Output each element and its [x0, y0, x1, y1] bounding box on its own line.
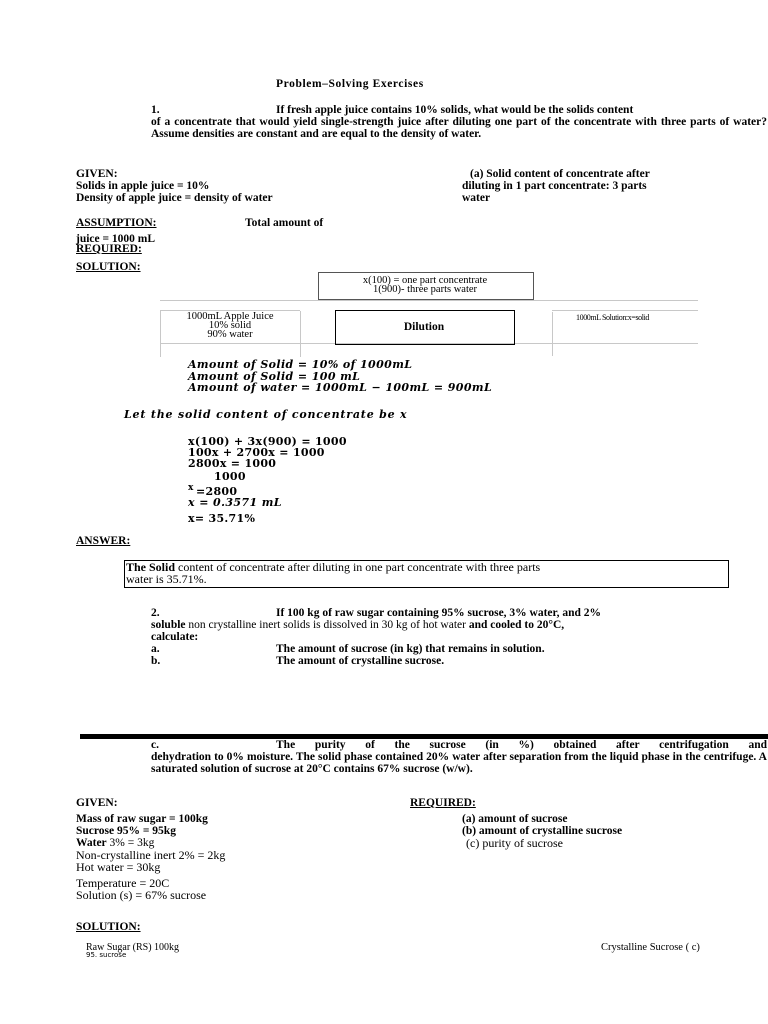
diagram-left-line-1: 1000mL Apple Juice [186, 311, 274, 322]
problem-2-c-lead: The purity of the sucrose (in %) obtained after centrifugation and [276, 739, 767, 751]
given-2-label: GIVEN: [76, 797, 118, 809]
required-2-b: (b) amount of crystalline sucrose [462, 825, 623, 837]
equation-7: x= 35.71% [188, 512, 256, 525]
answer-text: content of concentrate after diluting in one part concentrate with three parts [175, 560, 541, 574]
required-2-c: (c) purity of sucrose [466, 836, 563, 850]
problem-2-a-label: a. [151, 643, 160, 655]
assumption-label: ASSUMPTION: [76, 217, 157, 229]
diagram-left-right [300, 311, 301, 357]
diagram-top-line-2: 1(900)- three parts water [372, 284, 478, 295]
diagram-guide-line [160, 300, 698, 301]
page-title: Problem–Solving Exercises [276, 78, 424, 90]
diagram-right-border [552, 312, 553, 356]
diagram-right-label: 1000mL Solution:x=solid [576, 313, 650, 322]
diagram-left-line-3: 90% water [207, 329, 253, 340]
crystalline-sucrose-label: Crystalline Sucrose ( c) [601, 942, 700, 953]
calc-line-2: Amount of Solid = 100 mL [188, 370, 361, 383]
problem-2-soluble: soluble [151, 619, 186, 631]
equation-3: 2800x = 1000 [188, 457, 277, 470]
answer-label: ANSWER: [76, 535, 131, 547]
given-2-solution: Solution (s) = 67% sucrose [76, 888, 207, 902]
equation-1: x(100) + 3x(900) = 1000 [188, 435, 347, 448]
equation-2: 100x + 2700x = 1000 [188, 446, 325, 459]
diagram-top-line-1: x(100) = one part concentrate [362, 275, 488, 286]
problem-1-lead: If fresh apple juice contains 10% solids, what would be the solids content [276, 104, 634, 116]
problem-2-line-2-text: non crystalline inert solids is dissolved in 30 kg of hot water [185, 619, 469, 631]
given-2-mass: Mass of raw sugar = 100kg [76, 813, 208, 825]
solution-label: SOLUTION: [76, 261, 141, 273]
problem-2-line-3: calculate: [151, 631, 199, 643]
given-2-water-value: 3% = 3kg [106, 837, 155, 849]
given-label: GIVEN: [76, 168, 118, 180]
required-2-a: (a) amount of sucrose [462, 813, 568, 825]
required-line-2: diluting in 1 part concentrate: 3 parts [462, 180, 647, 192]
given-item-solids: Solids in apple juice = 10% [76, 180, 210, 192]
required-line-1: (a) Solid content of concentrate after [470, 168, 650, 180]
given-item-density: Density of apple juice = density of water [76, 192, 273, 204]
given-2-sucrose: Sucrose 95% = 95kg [76, 825, 176, 837]
problem-2-b-label: b. [151, 655, 161, 667]
answer-line-2: water is 35.71%. [126, 572, 207, 586]
solution-2-label: SOLUTION: [76, 921, 141, 933]
problem-2-c-text: dehydration to 0% moisture. The solid phase contained 20% water after separation from the liquid phase in the centrifuge. A saturated solution of sucrose at 20°C contains 67% sucrose (w/w). [151, 751, 767, 775]
answer-bold: The Solid [126, 560, 176, 574]
required-line-3: water [462, 192, 491, 204]
problem-1-number: 1. [151, 104, 160, 116]
calc-line-3: Amount of water = 1000mL − 100mL = 900mL [188, 381, 493, 394]
problem-2-cooled: and cooled to 20°C, [468, 619, 565, 631]
problem-2-number: 2. [151, 607, 160, 619]
required-label: REQUIRED: [76, 243, 142, 255]
assumption-text-1: Total amount of [245, 217, 324, 229]
problem-1-text: of a concentrate that would yield single-strength juice after diluting one part of the concentrate with three parts of water? Assume densities are constant and are equal to the density of water. [151, 116, 767, 140]
given-2-hot-water: Hot water = 30kg [76, 860, 161, 874]
given-2-temperature: Temperature = 20C [76, 876, 170, 890]
problem-2-line-2 [151, 619, 564, 631]
problem-2-b-text: The amount of crystalline sucrose. [276, 655, 445, 667]
required-2-label: REQUIRED: [410, 797, 476, 809]
assumption-text-2: juice = 1000 mL [76, 233, 156, 245]
diagram-dilution-label: Dilution [403, 321, 445, 333]
calc-line-1: Amount of Solid = 10% of 1000mL [188, 358, 413, 371]
problem-2-c-label: c. [151, 739, 159, 751]
equation-4: 1000 [214, 470, 246, 483]
given-2-water-label: Water [76, 837, 107, 849]
given-2-inert: Non-crystalline inert 2% = 2kg [76, 848, 226, 862]
problem-2-a-text: The amount of sucrose (in kg) that remains in solution. [276, 643, 545, 655]
let-statement: Let the solid content of concentrate be x [124, 408, 408, 421]
raw-sugar-label: Raw Sugar (RS) 100kg [86, 942, 180, 953]
diagram-left-line-2: 10% solid [208, 320, 252, 331]
equation-6: x = 0.3571 mL [188, 496, 282, 509]
diagram-right-top [552, 310, 698, 311]
raw-sugar-sucrose: 95. sucrose [86, 951, 127, 959]
equation-5-x: x [188, 483, 194, 493]
problem-2-lead: If 100 kg of raw sugar containing 95% sucrose, 3% water, and 2% [276, 607, 601, 619]
equation-5: =2800 [196, 485, 238, 498]
